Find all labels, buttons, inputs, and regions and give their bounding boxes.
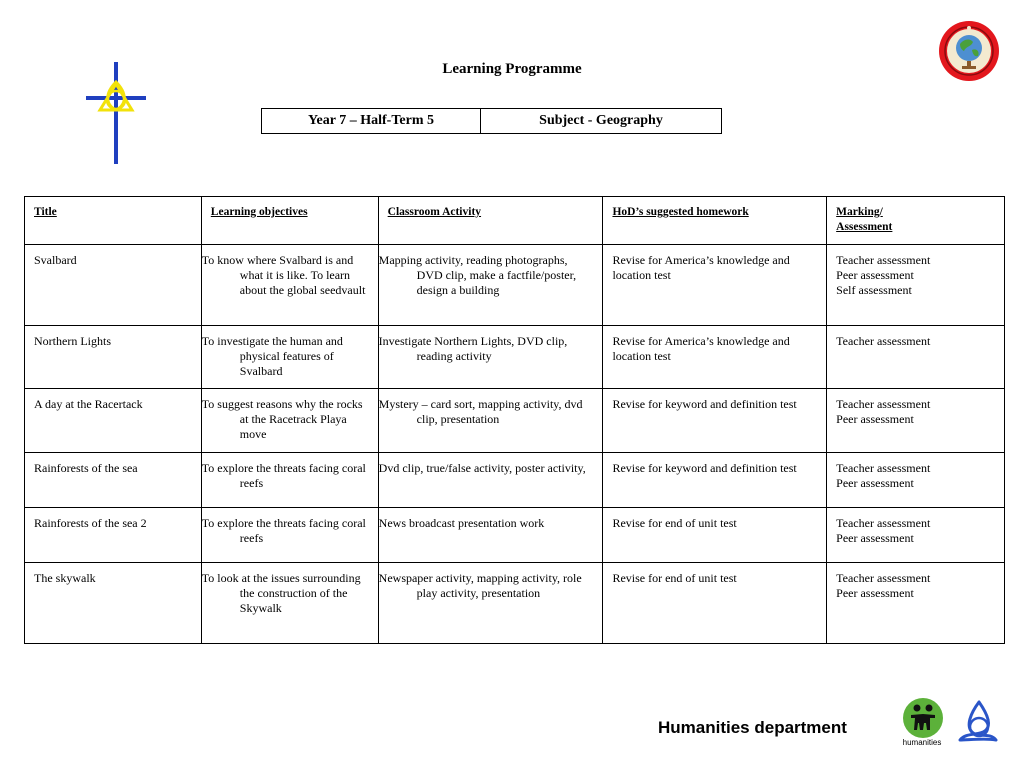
table-row xyxy=(25,507,1005,562)
department-footer: Humanities department xyxy=(658,718,847,737)
header-marking: Marking/ Assessment xyxy=(827,197,1005,245)
header-classroom-activity: Classroom Activity xyxy=(378,197,603,245)
cell-assessment: Teacher assessment Peer assessment xyxy=(827,388,1005,452)
cell-homework: Revise for America’s knowledge and location test xyxy=(603,244,827,325)
header-learning-objectives: Learning objectives xyxy=(201,197,378,245)
cell-assessment: Teacher assessment xyxy=(827,325,1005,388)
year-term-cell: Year 7 – Half-Term 5 xyxy=(262,109,481,133)
cell-title: Svalbard xyxy=(25,244,202,325)
table-header-row xyxy=(25,197,1005,245)
cell-activity: News broadcast presentation work xyxy=(378,507,603,562)
cell-objective: To investigate the human and physical features of Svalbard xyxy=(201,325,378,388)
table-row xyxy=(25,562,1005,643)
header-title: Title xyxy=(25,197,202,245)
table-row xyxy=(25,388,1005,452)
cell-objective: To explore the threats facing coral reefs xyxy=(201,452,378,507)
cell-activity: Mystery – card sort, mapping activity, dvd clip, presentation xyxy=(378,388,603,452)
cell-homework: Revise for America’s knowledge and location test xyxy=(603,325,827,388)
cell-activity: Newspaper activity, mapping activity, role play activity, presentation xyxy=(378,562,603,643)
subject-cell: Subject - Geography xyxy=(539,113,663,128)
cell-objective: To suggest reasons why the rocks at the Racetrack Playa move xyxy=(201,388,378,452)
cell-title: The skywalk xyxy=(25,562,202,643)
cell-title: A day at the Racertack xyxy=(25,388,202,452)
cell-activity: Dvd clip, true/false activity, poster activity, xyxy=(378,452,603,507)
table-row xyxy=(25,244,1005,325)
cell-homework: Revise for keyword and definition test xyxy=(603,452,827,507)
cell-title: Rainforests of the sea xyxy=(25,452,202,507)
cell-assessment: Teacher assessment Peer assessment xyxy=(827,507,1005,562)
header-homework: HoD’s suggested homework xyxy=(603,197,827,245)
cell-activity: Investigate Northern Lights, DVD clip, reading activity xyxy=(378,325,603,388)
header-info-table xyxy=(261,108,722,134)
humanities-people-icon xyxy=(902,697,944,739)
cell-objective: To explore the threats facing coral reefs xyxy=(201,507,378,562)
trinity-knot-icon xyxy=(956,698,1002,744)
cell-activity: Mapping activity, reading photographs, DVD clip, make a factfile/poster, design a building xyxy=(378,244,603,325)
cell-assessment: Teacher assessment Peer assessment xyxy=(827,452,1005,507)
cell-homework: Revise for end of unit test xyxy=(603,562,827,643)
cell-assessment: Teacher assessment Peer assessment Self assessment xyxy=(827,244,1005,325)
table-row xyxy=(25,452,1005,507)
learning-programme-table xyxy=(24,196,1005,644)
cell-objective: To know where Svalbard is and what it is like. To learn about the global seedvault xyxy=(201,244,378,325)
cell-title: Northern Lights xyxy=(25,325,202,388)
cell-objective: To look at the issues surrounding the construction of the Skywalk xyxy=(201,562,378,643)
page-title: Learning Programme xyxy=(442,61,582,77)
cell-homework: Revise for end of unit test xyxy=(603,507,827,562)
cell-homework: Revise for keyword and definition test xyxy=(603,388,827,452)
humanities-logo-label: humanities xyxy=(902,738,942,747)
table-row xyxy=(25,325,1005,388)
cell-title: Rainforests of the sea 2 xyxy=(25,507,202,562)
cell-assessment: Teacher assessment Peer assessment xyxy=(827,562,1005,643)
